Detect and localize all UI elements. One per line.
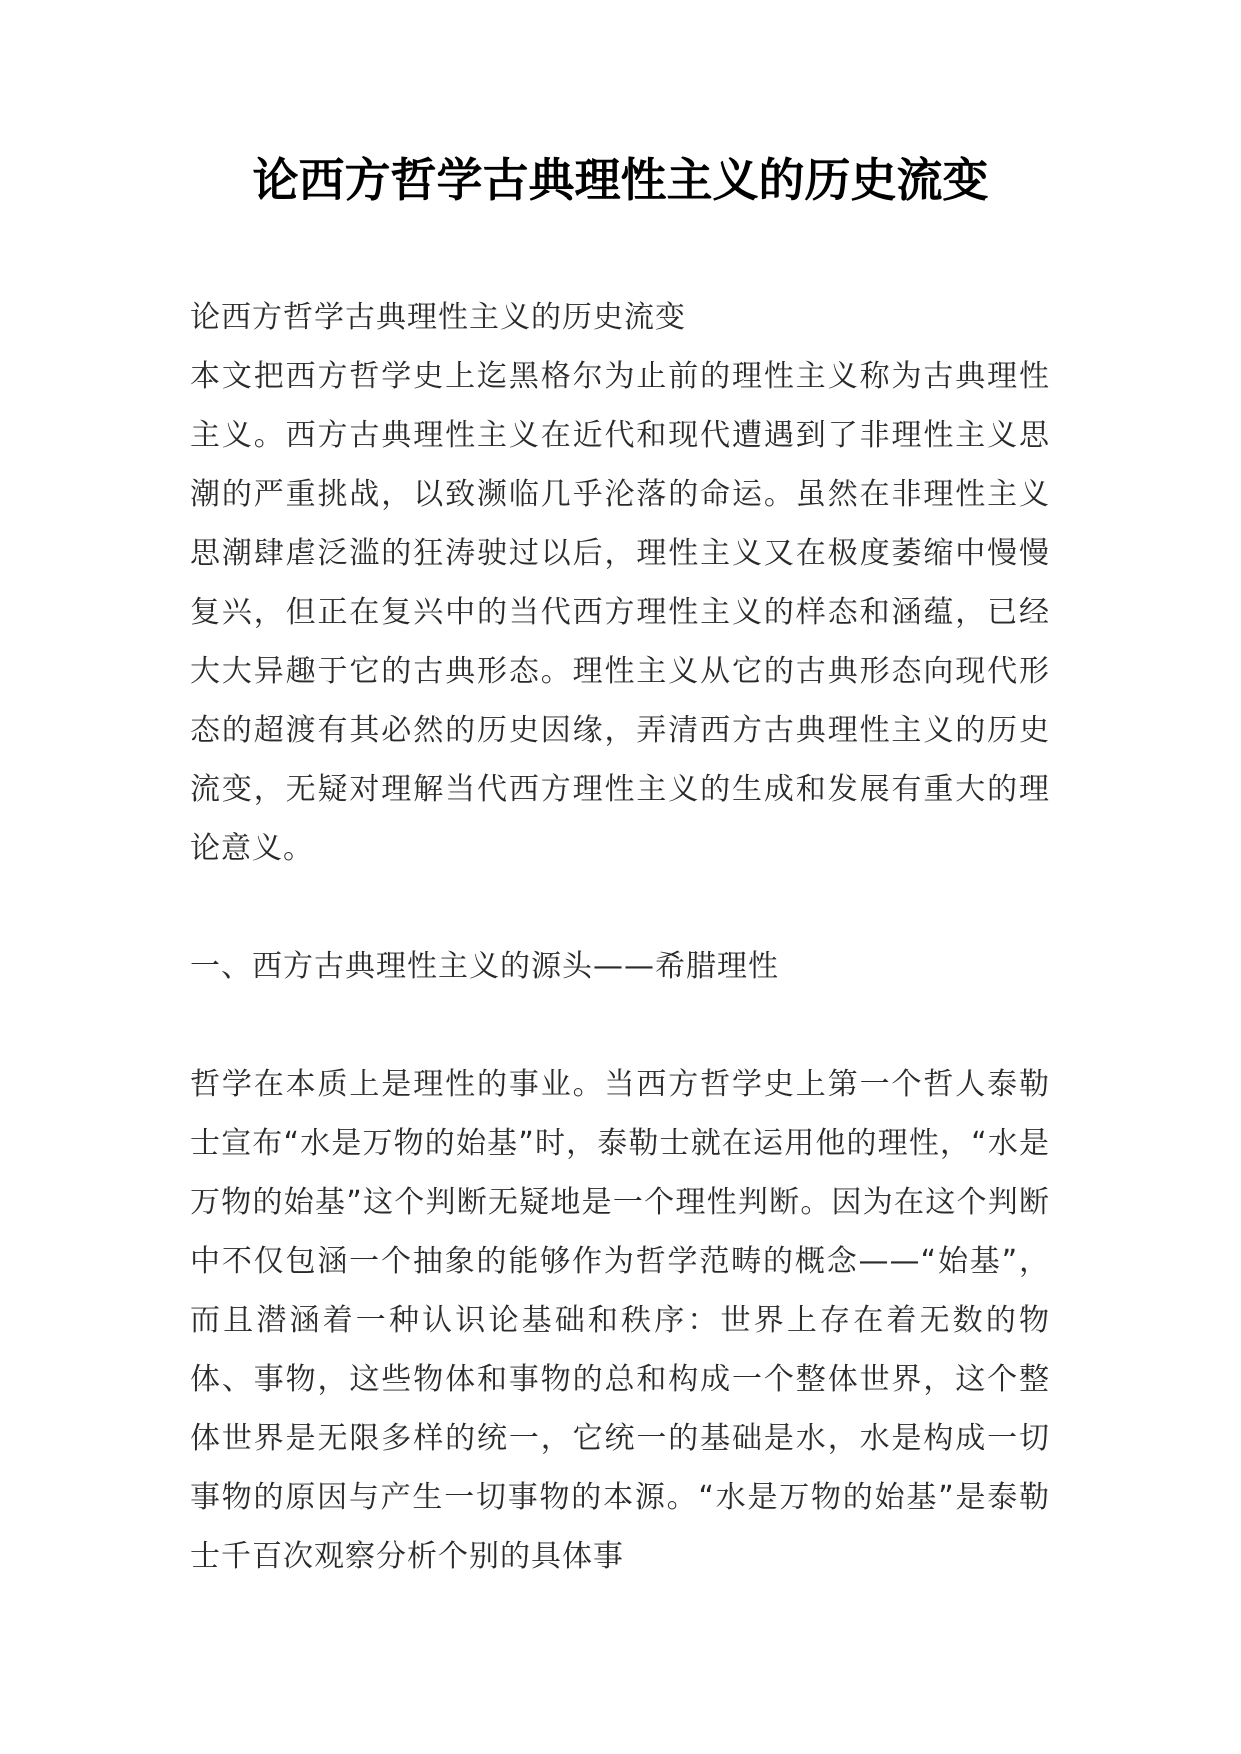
document-subtitle: 论西方哲学古典理性主义的历史流变 [190,300,686,335]
paragraph-spacer [190,878,1050,937]
body-paragraph: 哲学在本质上是理性的事业。当西方哲学史上第一个哲人泰勒士宣布“水是万物的始基”时，泰勒士就在运用他的理性，“水是万物的始基”这个判断无疑地是一个理性判断。因为在这个判断中不仅包涵一个抽象的能够作为哲学范畴的概念——“始基”，而且潜涵着一种认识论基础和秩序：世界上存在着无数的物体、事物，这些物体和事物的总和构成一个整体世界，这个整体世界是无限多样的统一，它统一的基础是水，水是构成一切事物的原因与产生一切事物的本源。“水是万物的始基”是泰勒士千百次观察分析个别的具体事 [190,1067,1050,1574]
document-body [190,288,1050,1586]
intro-paragraph: 本文把西方哲学史上迄黑格尔为止前的理性主义称为古典理性主义。西方古典理性主义在近代和现代遭遇到了非理性主义思潮的严重挑战，以致濒临几乎沦落的命运。虽然在非理性主义思潮肆虐泛滥的狂涛驶过以后，理性主义又在极度萎缩中慢慢复兴，但正在复兴中的当代西方理性主义的样态和涵蕴，已经大大异趣于它的古典形态。理性主义从它的古典形态向现代形态的超渡有其必然的历史因缘，弄清西方古典理性主义的历史流变，无疑对理解当代西方理性主义的生成和发展有重大的理论意义。 [190,359,1050,866]
paragraph-spacer [190,996,1050,1055]
section-heading: 一、西方古典理性主义的源头——希腊理性 [190,949,779,984]
document-title: 论西方哲学古典理性主义的历史流变 [252,153,989,207]
